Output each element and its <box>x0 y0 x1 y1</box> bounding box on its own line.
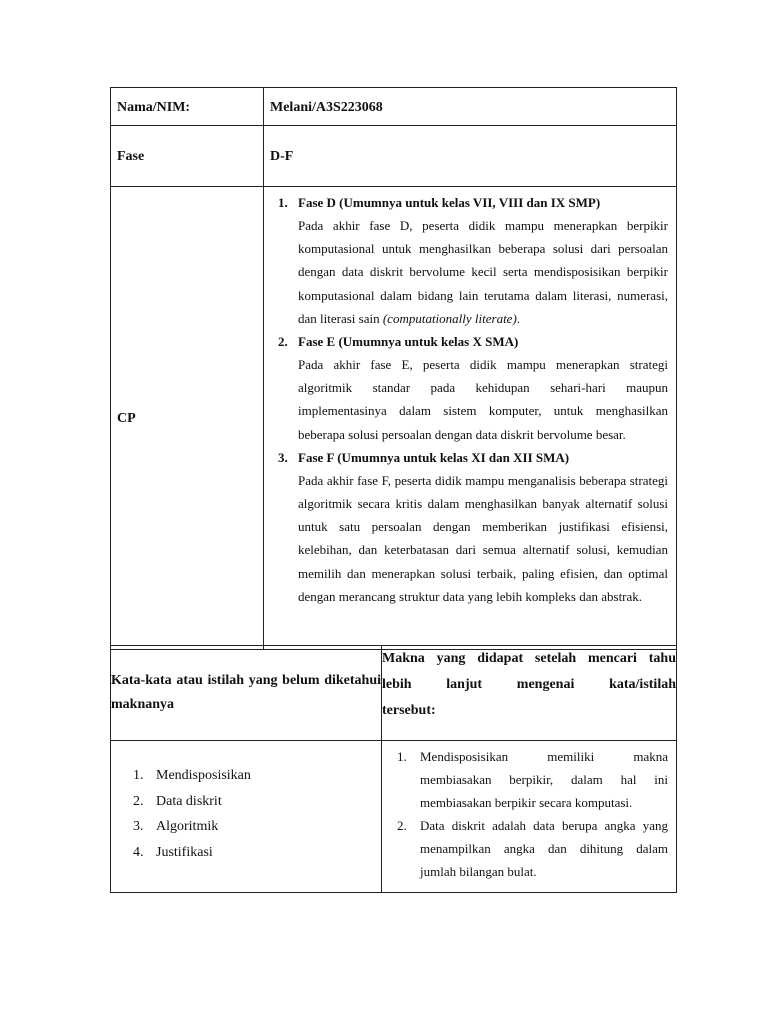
fase-label-cell <box>111 126 264 187</box>
cp-list <box>270 187 668 618</box>
terms-cell <box>111 741 382 893</box>
term-number: 4. <box>133 844 144 860</box>
terms-list <box>111 741 381 875</box>
cp-item-number: 2. <box>278 334 288 350</box>
cp-item-number: 3. <box>278 449 288 465</box>
cp-item-fase-f <box>270 446 668 608</box>
term-label: Algoritmik <box>156 819 219 834</box>
meanings-cell <box>382 741 677 893</box>
nama-value: Melani/A3S223068 <box>270 99 383 115</box>
cp-item-fase-d <box>270 191 668 330</box>
nama-label: Nama/NIM: <box>117 99 191 115</box>
vocab-left-header <box>111 646 382 741</box>
term-label: Mendisposisikan <box>156 768 251 783</box>
list-item <box>111 840 381 866</box>
cp-item-heading: Fase F (Umumnya untuk kelas XI dan XII SMA) <box>298 449 570 465</box>
cp-item-text <box>298 214 668 330</box>
vocab-right-header <box>382 646 677 741</box>
cp-item-fase-e <box>270 330 668 446</box>
vocab-table <box>110 645 677 893</box>
list-item <box>111 763 381 789</box>
row-fase <box>111 126 677 187</box>
list-item <box>111 789 381 815</box>
term-number: 1. <box>133 768 144 783</box>
term-number: 2. <box>133 793 144 809</box>
cp-label: CP <box>117 411 136 426</box>
cp-content-cell <box>264 187 677 650</box>
meaning-number: 1. <box>397 749 407 764</box>
fase-value-cell <box>264 126 677 187</box>
term-label: Data diskrit <box>156 793 222 809</box>
cp-item-text-main: Pada akhir fase D, peserta didik mampu menerapkan berpikir komputasional untuk menghasilkan beberapa solusi dari persoalan dengan data diskrit bervolume kecil serta mendisposisikan berpikir komputasional dalam bidang lain terutama dalam literasi, numerasi, dan literasi sain <box>298 218 668 326</box>
cp-item-heading: Fase E (Umumnya untuk kelas X SMA) <box>298 334 519 350</box>
list-item <box>382 745 676 814</box>
vocab-right-header-line: Makna yang didapat setelah mencari tahu <box>382 651 676 666</box>
fase-value: D-F <box>270 149 294 164</box>
vocab-right-header-line: lebih lanjut mengenai kata/istilah <box>382 677 676 692</box>
cp-label-cell <box>111 187 264 650</box>
list-item <box>382 814 676 883</box>
meanings-list <box>382 741 676 889</box>
meaning-number: 2. <box>397 818 407 833</box>
cp-item-text: Pada akhir fase E, peserta didik mampu menerapkan strategi algoritmik standar pada kehidupan sehari-hari maupun implementasinya dalam sistem komputer, untuk menghasilkan beberapa solusi persoalan dengan data diskrit bervolume besar. <box>298 357 668 442</box>
meaning-text: Data diskrit adalah data berupa angka yang menampilkan angka dan dihitung dalam jumlah bilangan bulat. <box>420 818 668 879</box>
row-cp <box>111 187 677 650</box>
cp-item-text-end: . <box>516 310 521 326</box>
vocab-content-row <box>111 741 677 893</box>
list-item <box>111 814 381 840</box>
term-number: 3. <box>133 819 144 834</box>
term-label: Justifikasi <box>156 844 213 860</box>
info-table <box>110 87 677 650</box>
cp-item-text-italic: (computationally literate) <box>382 310 517 326</box>
cp-item-number: 1. <box>278 195 288 210</box>
meaning-text: Mendisposisikan memiliki makna membiasakan berpikir, dalam hal ini membiasakan berpikir secara komputasi. <box>420 749 668 810</box>
row-nama <box>111 88 677 126</box>
fase-label: Fase <box>117 149 145 164</box>
vocab-left-header-text: Kata-kata atau istilah yang belum diketahui maknanya <box>111 673 381 712</box>
vocab-right-header-line: tersebut: <box>382 703 436 718</box>
cp-item-text: Pada akhir fase F, peserta didik mampu menganalisis beberapa strategi algoritmik secara kritis dalam menghasilkan banyak alternatif solusi untuk satu persoalan dengan memberikan justifikasi efisiensi, kelebihan, dan keterbatasan dari semua alternatif solusi, kemudian memilih dan menerapkan solusi terbaik, paling efisien, dan optimal dengan merancang struktur data yang lebih kompleks dan abstrak. <box>298 472 668 604</box>
cp-item-heading: Fase D (Umumnya untuk kelas VII, VIII dan IX SMP) <box>298 195 601 210</box>
nama-label-cell <box>111 88 264 126</box>
nama-value-cell <box>264 88 677 126</box>
vocab-header-row <box>111 646 677 741</box>
